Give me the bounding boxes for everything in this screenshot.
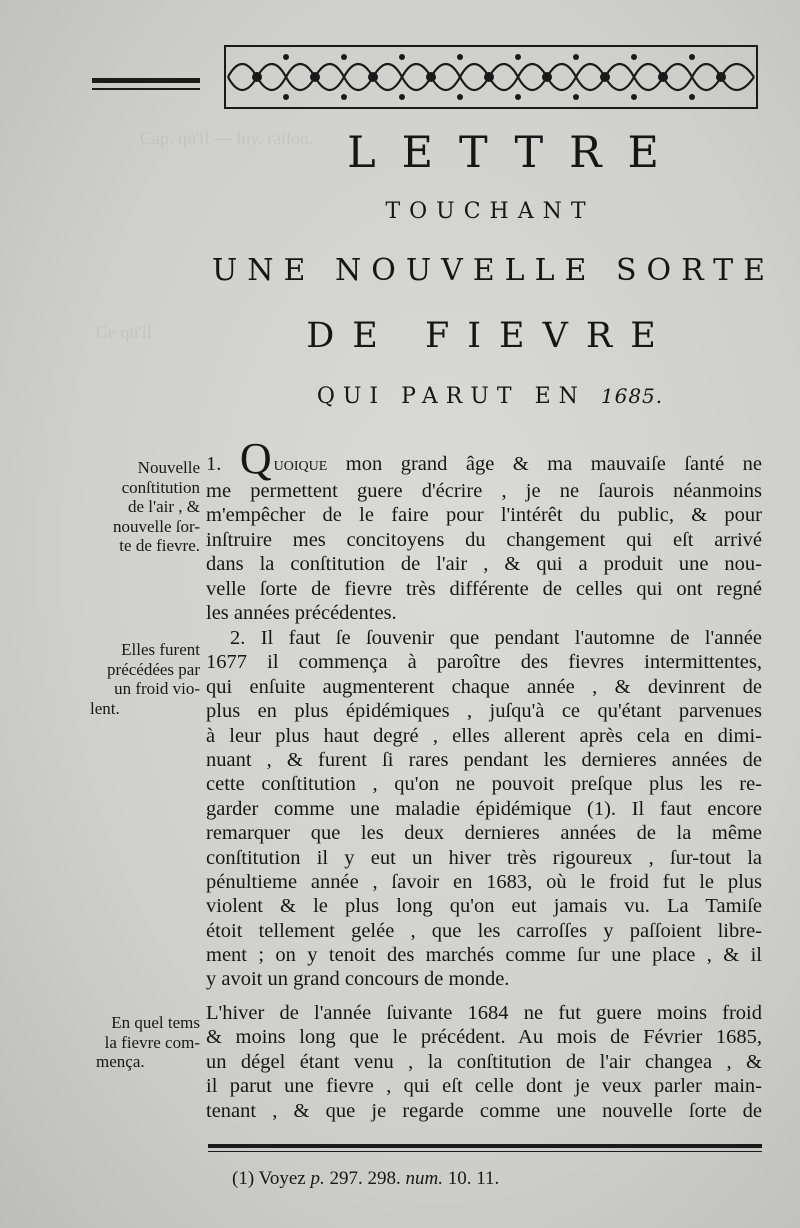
text-line: à leur plus haut degré , elles allerent après cela en dimi- bbox=[206, 724, 762, 747]
text-line: plus en plus épidémiques , juſqu'à ce qu'étant parvenues bbox=[206, 700, 762, 723]
text-line: garder comme une maladie épidémique (1). Il faut encore bbox=[206, 797, 762, 820]
margin-note-line: En quel tems bbox=[111, 1013, 200, 1032]
show-through-text: Ce qu'il bbox=[96, 322, 152, 342]
text-line: conſtitution il y eut un hiver très rigoureux , ſur-tout la bbox=[206, 846, 762, 869]
text-line: pénultieme année , ſavoir en 1683, où le froid fut le plus bbox=[206, 870, 762, 893]
margin-note-line: Elles furent bbox=[121, 640, 200, 659]
text-line: remarquer que les deux dernieres années de la même bbox=[206, 822, 762, 845]
title-qui-parut bbox=[210, 384, 770, 409]
margin-note-line: conſtitution bbox=[121, 477, 200, 497]
text-line: dans la conſtitution de l'air , & qui a produit une nou- bbox=[206, 553, 762, 576]
show-through-text: Cap. qu'il — ſuy. raiſon. bbox=[140, 128, 314, 148]
first-word-rest: uoique bbox=[273, 453, 328, 475]
paragraph-number: 1. bbox=[206, 453, 222, 475]
footnote-rule bbox=[208, 1144, 762, 1152]
margin-note-line: Nouvelle bbox=[137, 458, 200, 477]
text-line-content: mon grand âge & ma mauvaiſe ſanté ne bbox=[345, 453, 763, 475]
text-line: 2. Il faut ſe ſouvenir que pendant l'automne de l'année bbox=[230, 627, 762, 649]
headpiece-ornament bbox=[224, 45, 758, 109]
text-line: m'empêcher de le faire pour l'intérêt du public, & pour bbox=[206, 504, 762, 527]
margin-note-line: mença. bbox=[96, 1052, 145, 1071]
footnote-end: 10. 11. bbox=[447, 1168, 500, 1189]
footnote-pages: 297. 298. bbox=[329, 1168, 401, 1189]
margin-note-froid-violent bbox=[84, 640, 200, 718]
footnote-text-italic: p. bbox=[310, 1168, 325, 1189]
text-line: nuant , & furent ſi rares pendant les dernieres années de bbox=[206, 748, 762, 771]
text-line: il parut une fievre , qui eſt celle dont je veux parler main- bbox=[206, 1075, 762, 1098]
text-line: ment ; on y tenoit des marchés comme ſur une place , & il bbox=[206, 944, 762, 967]
text-line: L'hiver de l'année ſuivante 1684 ne fut guere moins froid bbox=[206, 1002, 762, 1024]
drop-cap: Q bbox=[239, 434, 272, 483]
text-line: violent & le plus long qu'on eut jamais vu. La Tamiſe bbox=[206, 895, 762, 918]
text-line: 1677 il commença à paroître des fievres intermittentes, bbox=[206, 651, 762, 674]
title-year: 1685. bbox=[600, 384, 664, 408]
margin-note-line: lent. bbox=[90, 698, 120, 718]
text-line: cette conſtitution , qu'on ne pouvoit preſque plus les re- bbox=[206, 773, 762, 796]
head-rule-left bbox=[92, 78, 200, 90]
paragraph-1 bbox=[206, 434, 763, 625]
footnote bbox=[232, 1168, 752, 1190]
text-line: velle ſorte de fievre très différente de celles qui ont regné bbox=[206, 577, 762, 600]
margin-note-quel-tems bbox=[84, 1013, 200, 1072]
title-nouvelle-sorte: UNE NOUVELLE SORTE bbox=[212, 253, 776, 288]
margin-note-line: de l'air , & bbox=[128, 497, 200, 516]
margin-note-line: nouvelle ſor- bbox=[113, 516, 200, 536]
text-line: & moins long que le précédent. Au mois de Février 1685, bbox=[206, 1026, 762, 1049]
title-lettre: LETTRE bbox=[347, 128, 685, 178]
footnote-text: Voyez bbox=[258, 1168, 306, 1189]
text-line: tenant , & que je regarde comme une nouvelle ſorte de bbox=[206, 1099, 762, 1122]
margin-note-line: un froid vio- bbox=[114, 679, 200, 698]
paragraph-2 bbox=[206, 626, 762, 992]
margin-note-nouvelle-constitution bbox=[84, 458, 200, 556]
text-line: me permettent guere d'écrire , je ne ſaurois néanmoins bbox=[206, 480, 762, 502]
title-qui-parut-words: QUI PARUT EN bbox=[316, 384, 586, 409]
title-de-fievre: DE FIEVRE bbox=[306, 316, 674, 356]
text-line: étoit tellement gelée , que les carroſſes y paſſoient libre- bbox=[206, 919, 762, 942]
text-line: les années précédentes. bbox=[206, 601, 397, 624]
text-line: qui enſuite augmenterent chaque année , & devinrent de bbox=[206, 675, 762, 698]
text-line: y avoit un grand concours de monde. bbox=[206, 968, 510, 991]
text-line bbox=[206, 434, 763, 483]
text-line: un dégel étant venu , la conſtitution de l'air changea , & bbox=[206, 1050, 762, 1073]
text-line: inſtruire mes concitoyens du changement qui eſt arrivé bbox=[206, 528, 762, 551]
margin-note-line: te de fievre. bbox=[119, 536, 200, 555]
footnote-num-italic: num. bbox=[405, 1168, 443, 1189]
margin-note-line: la fievre com- bbox=[104, 1032, 200, 1052]
margin-note-line: précédées par bbox=[107, 659, 200, 679]
footnote-marker: (1) bbox=[232, 1168, 255, 1189]
paragraph-3 bbox=[206, 1001, 762, 1123]
title-touchant: TOUCHANT bbox=[385, 199, 595, 224]
